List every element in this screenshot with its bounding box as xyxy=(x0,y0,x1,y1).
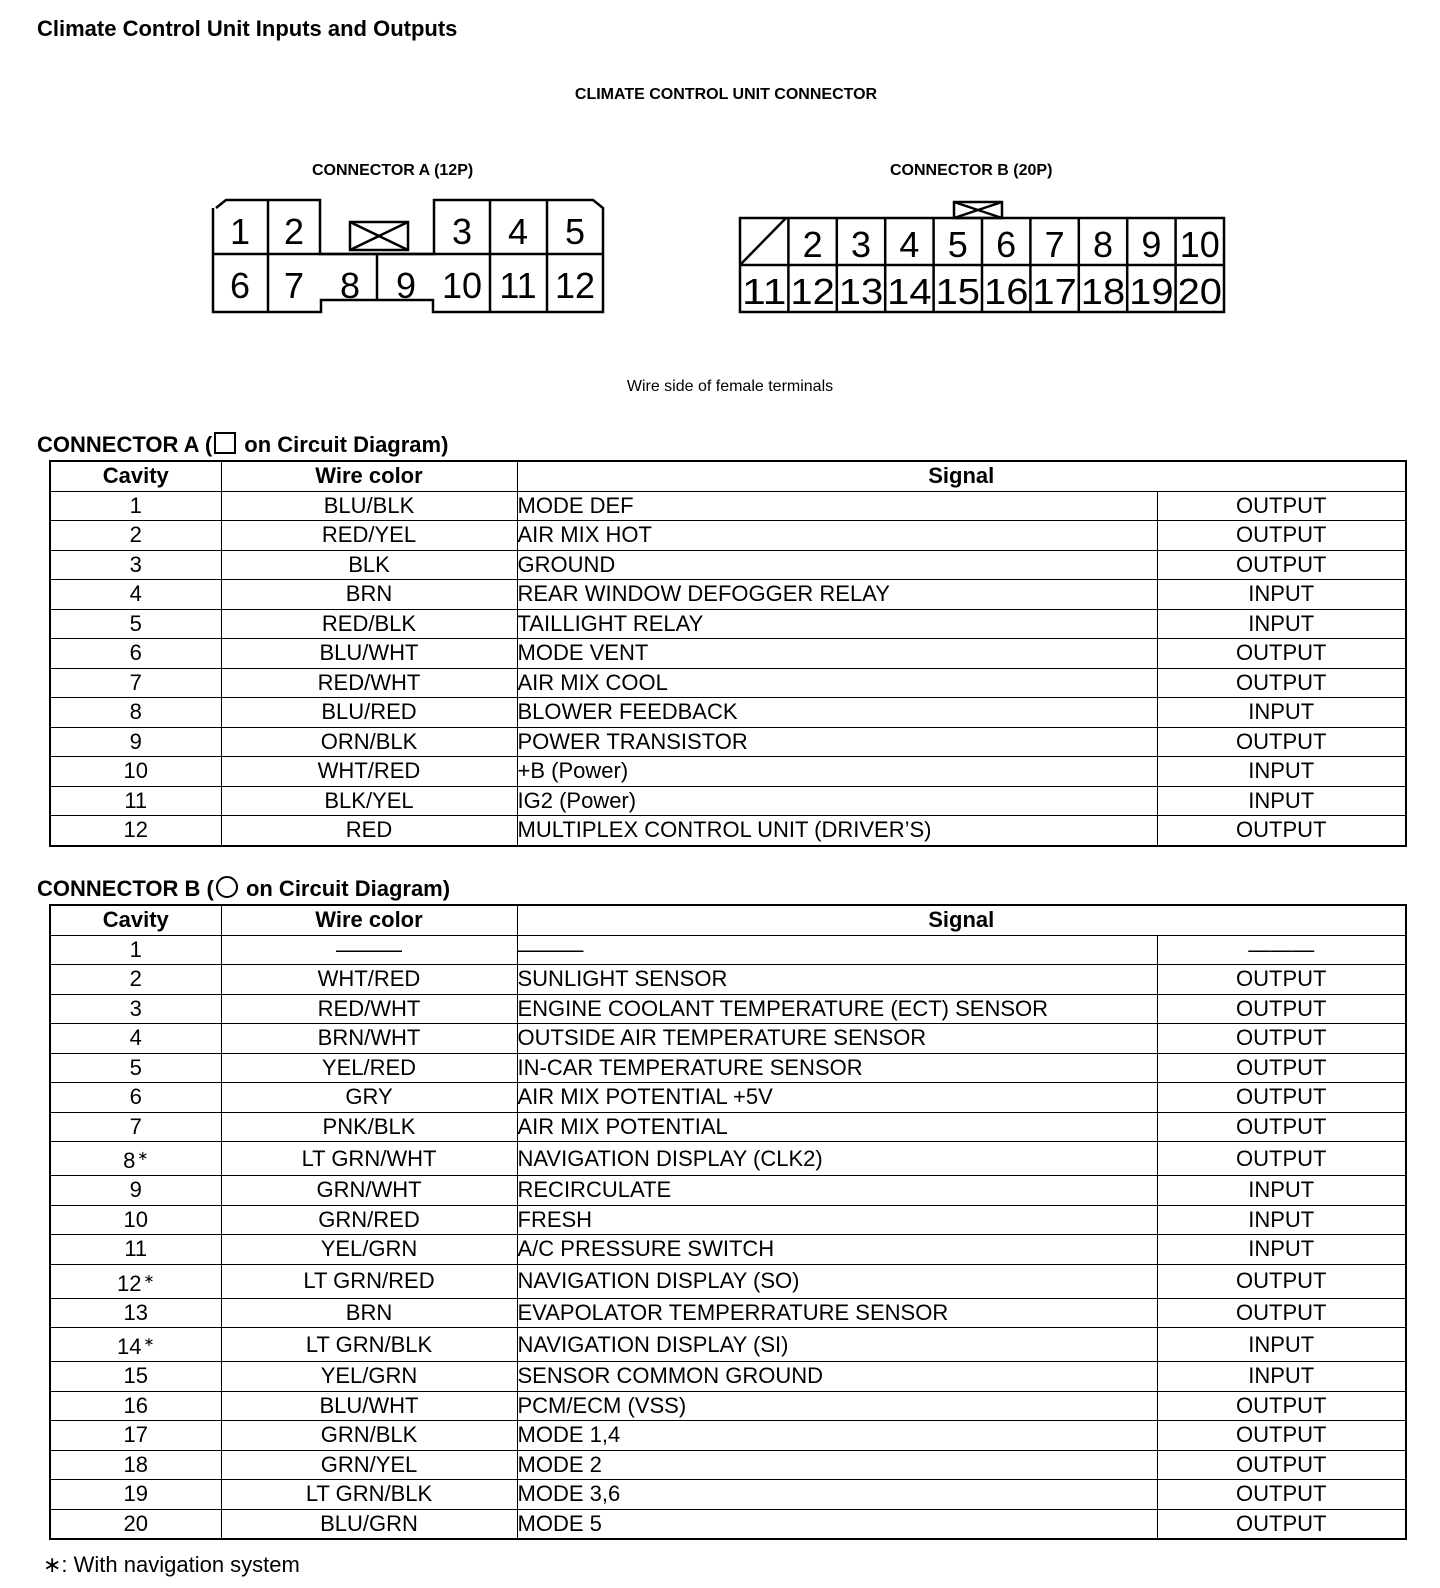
cavity-cell xyxy=(50,580,221,610)
direction-cell: OUTPUT xyxy=(1157,1083,1406,1113)
table-row xyxy=(50,1391,1406,1421)
direction-cell: OUTPUT xyxy=(1157,521,1406,551)
cavity-cell xyxy=(50,639,221,669)
cavity-number: 3 xyxy=(129,995,142,1021)
table-row xyxy=(50,1362,1406,1392)
signal-cell: PCM/ECM (VSS) xyxy=(517,1391,1157,1421)
wire-color-cell: BLU/RED xyxy=(221,698,517,728)
pin-label: 16 xyxy=(984,271,1029,312)
direction-cell: OUTPUT xyxy=(1157,1142,1406,1176)
cavity-number: 1 xyxy=(129,936,142,962)
page-title: Climate Control Unit Inputs and Outputs xyxy=(37,16,458,41)
cavity-cell xyxy=(50,1024,221,1054)
header-cavity: Cavity xyxy=(50,905,221,935)
cavity-cell xyxy=(50,1205,221,1235)
wire-color-cell: ORN/BLK xyxy=(221,727,517,757)
cavity-number: 16 xyxy=(123,1392,148,1418)
signal-cell: MULTIPLEX CONTROL UNIT (DRIVER’S) xyxy=(517,816,1157,846)
header-signal: Signal xyxy=(517,905,1406,935)
header-wire-color: Wire color xyxy=(221,461,517,491)
connector-a-label: CONNECTOR A (12P) xyxy=(312,162,474,179)
table-b-title-prefix: CONNECTOR B ( xyxy=(37,876,214,901)
signal-cell: NAVIGATION DISPLAY (CLK2) xyxy=(517,1142,1157,1176)
pin-label: 10 xyxy=(1179,224,1220,265)
table-header-row xyxy=(50,461,1406,491)
connector-b-diagram xyxy=(738,200,1228,316)
cavity-cell xyxy=(50,1391,221,1421)
cavity-number: 19 xyxy=(123,1481,148,1507)
direction-cell: OUTPUT xyxy=(1157,1112,1406,1142)
wire-color-cell: LT GRN/WHT xyxy=(221,1142,517,1176)
direction-cell: OUTPUT xyxy=(1157,1421,1406,1451)
direction-cell: OUTPUT xyxy=(1157,1480,1406,1510)
cavity-cell xyxy=(50,550,221,580)
signal-cell: SENSOR COMMON GROUND xyxy=(517,1362,1157,1392)
diagram-title: CLIMATE CONTROL UNIT CONNECTOR xyxy=(574,86,878,103)
cavity-number: 9 xyxy=(129,728,142,754)
header-signal: Signal xyxy=(517,461,1406,491)
direction-cell: OUTPUT xyxy=(1157,1450,1406,1480)
direction-cell: INPUT xyxy=(1157,1235,1406,1265)
signal-cell: AIR MIX HOT xyxy=(517,521,1157,551)
signal-cell: NAVIGATION DISPLAY (SO) xyxy=(517,1264,1157,1298)
wire-color-cell: BRN/WHT xyxy=(221,1024,517,1054)
wire-color-cell: YEL/GRN xyxy=(221,1362,517,1392)
cavity-number: 7 xyxy=(129,669,142,695)
table-row xyxy=(50,550,1406,580)
pin-label: 9 xyxy=(1141,224,1162,265)
square-symbol-icon xyxy=(214,432,236,454)
pin-label: 8 xyxy=(339,265,361,306)
table-header-row xyxy=(50,905,1406,935)
cavity-number: 2 xyxy=(129,966,142,992)
cavity-cell xyxy=(50,1298,221,1328)
table-row xyxy=(50,698,1406,728)
wire-color-cell: LT GRN/BLK xyxy=(221,1328,517,1362)
direction-cell: OUTPUT xyxy=(1157,491,1406,521)
signal-cell: MODE 5 xyxy=(517,1509,1157,1539)
pin-label: 5 xyxy=(947,224,968,265)
table-a-title xyxy=(37,432,448,458)
direction-cell: INPUT xyxy=(1157,580,1406,610)
wire-color-cell: BLU/WHT xyxy=(221,639,517,669)
wire-color-cell: RED/WHT xyxy=(221,994,517,1024)
cavity-cell xyxy=(50,1328,221,1362)
direction-cell: OUTPUT xyxy=(1157,965,1406,995)
cavity-number: 6 xyxy=(129,640,142,666)
cavity-number: 4 xyxy=(129,581,142,607)
signal-cell: IN-CAR TEMPERATURE SENSOR xyxy=(517,1053,1157,1083)
cavity-number: 20 xyxy=(123,1510,148,1536)
direction-cell: INPUT xyxy=(1157,786,1406,816)
signal-cell: AIR MIX COOL xyxy=(517,668,1157,698)
cavity-cell xyxy=(50,1450,221,1480)
signal-cell: POWER TRANSISTOR xyxy=(517,727,1157,757)
cavity-cell xyxy=(50,965,221,995)
direction-cell: INPUT xyxy=(1157,609,1406,639)
wire-color-cell: BLK/YEL xyxy=(221,786,517,816)
table-row xyxy=(50,580,1406,610)
signal-cell: MODE 1,4 xyxy=(517,1421,1157,1451)
pin-label: 11 xyxy=(742,271,787,312)
pin-label: 6 xyxy=(996,224,1017,265)
wire-color-cell: RED/BLK xyxy=(221,609,517,639)
table-row xyxy=(50,1053,1406,1083)
cavity-number: 6 xyxy=(129,1084,142,1110)
signal-cell: TAILLIGHT RELAY xyxy=(517,609,1157,639)
wire-color-cell: GRN/BLK xyxy=(221,1421,517,1451)
table-row xyxy=(50,1205,1406,1235)
table-row xyxy=(50,609,1406,639)
cavity-number: 15 xyxy=(123,1363,148,1389)
direction-cell: OUTPUT xyxy=(1157,1298,1406,1328)
signal-cell: AIR MIX POTENTIAL +5V xyxy=(517,1083,1157,1113)
direction-cell: INPUT xyxy=(1157,1176,1406,1206)
wire-color-cell: GRN/YEL xyxy=(221,1450,517,1480)
table-row xyxy=(50,935,1406,965)
wire-color-cell: RED/YEL xyxy=(221,521,517,551)
pin-label: 19 xyxy=(1129,271,1174,312)
direction-cell: OUTPUT xyxy=(1157,727,1406,757)
wire-color-cell: YEL/RED xyxy=(221,1053,517,1083)
signal-cell: +B (Power) xyxy=(517,757,1157,787)
direction-cell: INPUT xyxy=(1157,698,1406,728)
cavity-number: 5 xyxy=(129,610,142,636)
cavity-number: 12 xyxy=(123,817,148,843)
cavity-cell xyxy=(50,1142,221,1176)
table-row xyxy=(50,668,1406,698)
wire-color-cell: BLU/BLK xyxy=(221,491,517,521)
navigation-footnote-marker: ∗ xyxy=(137,1148,149,1163)
signal-cell: GROUND xyxy=(517,550,1157,580)
signal-cell: REAR WINDOW DEFOGGER RELAY xyxy=(517,580,1157,610)
table-row xyxy=(50,1235,1406,1265)
direction-cell: INPUT xyxy=(1157,757,1406,787)
wire-color-cell: WHT/RED xyxy=(221,965,517,995)
direction-cell: OUTPUT xyxy=(1157,1024,1406,1054)
wire-color-cell: BRN xyxy=(221,580,517,610)
table-row xyxy=(50,521,1406,551)
cavity-cell xyxy=(50,609,221,639)
wire-color-cell: BLU/GRN xyxy=(221,1509,517,1539)
cavity-cell xyxy=(50,1264,221,1298)
pin-label: 4 xyxy=(507,211,529,252)
direction-cell: OUTPUT xyxy=(1157,1509,1406,1539)
pin-label: 5 xyxy=(564,211,586,252)
cavity-number: 10 xyxy=(123,758,148,784)
table-row xyxy=(50,1112,1406,1142)
wire-color-cell: YEL/GRN xyxy=(221,1235,517,1265)
connector-b-table xyxy=(49,904,1407,1540)
pin-label: 6 xyxy=(229,265,251,306)
cavity-number: 17 xyxy=(123,1422,148,1448)
signal-cell: AIR MIX POTENTIAL xyxy=(517,1112,1157,1142)
direction-cell: OUTPUT xyxy=(1157,1391,1406,1421)
table-row xyxy=(50,1450,1406,1480)
wire-color-cell: PNK/BLK xyxy=(221,1112,517,1142)
cavity-cell xyxy=(50,1480,221,1510)
signal-cell: RECIRCULATE xyxy=(517,1176,1157,1206)
signal-cell: ENGINE COOLANT TEMPERATURE (ECT) SENSOR xyxy=(517,994,1157,1024)
pin-label: 1 xyxy=(229,211,251,252)
pin-label: 15 xyxy=(935,271,980,312)
table-row xyxy=(50,994,1406,1024)
signal-cell: MODE 3,6 xyxy=(517,1480,1157,1510)
wire-color-cell: LT GRN/RED xyxy=(221,1264,517,1298)
table-row xyxy=(50,727,1406,757)
signal-cell: ——— xyxy=(517,935,1157,965)
pin-label: 3 xyxy=(451,211,473,252)
cavity-cell xyxy=(50,698,221,728)
signal-cell: NAVIGATION DISPLAY (SI) xyxy=(517,1328,1157,1362)
wire-color-cell: RED/WHT xyxy=(221,668,517,698)
signal-cell: SUNLIGHT SENSOR xyxy=(517,965,1157,995)
table-row xyxy=(50,1480,1406,1510)
direction-cell: OUTPUT xyxy=(1157,1264,1406,1298)
cavity-number: 13 xyxy=(123,1299,148,1325)
cavity-cell xyxy=(50,521,221,551)
table-row xyxy=(50,1421,1406,1451)
cavity-cell xyxy=(50,668,221,698)
cavity-number: 11 xyxy=(124,1236,148,1262)
cavity-cell xyxy=(50,1176,221,1206)
table-a-title-suffix: on Circuit Diagram) xyxy=(238,432,449,457)
direction-cell: INPUT xyxy=(1157,1328,1406,1362)
cavity-cell xyxy=(50,727,221,757)
signal-cell: FRESH xyxy=(517,1205,1157,1235)
direction-cell: OUTPUT xyxy=(1157,550,1406,580)
direction-cell: OUTPUT xyxy=(1157,668,1406,698)
cavity-number: 14 xyxy=(117,1334,142,1359)
table-row xyxy=(50,1298,1406,1328)
cavity-cell xyxy=(50,1509,221,1539)
cavity-number: 3 xyxy=(129,551,142,577)
cavity-number: 7 xyxy=(129,1113,142,1139)
wire-color-cell: BLU/WHT xyxy=(221,1391,517,1421)
pin-label: 10 xyxy=(441,265,483,306)
cavity-cell xyxy=(50,757,221,787)
cavity-cell xyxy=(50,786,221,816)
wire-side-note: Wire side of female terminals xyxy=(626,378,834,395)
connector-a-diagram xyxy=(210,198,610,316)
pin-label: 12 xyxy=(554,265,596,306)
cavity-cell xyxy=(50,1112,221,1142)
cavity-cell xyxy=(50,816,221,846)
cavity-number: 8 xyxy=(123,1148,136,1173)
signal-cell: IG2 (Power) xyxy=(517,786,1157,816)
wire-color-cell: RED xyxy=(221,816,517,846)
circle-symbol-icon xyxy=(216,876,238,898)
table-row xyxy=(50,639,1406,669)
cavity-cell xyxy=(50,935,221,965)
direction-cell: OUTPUT xyxy=(1157,994,1406,1024)
cavity-number: 5 xyxy=(129,1054,142,1080)
navigation-footnote-marker: ∗ xyxy=(143,1270,155,1286)
cavity-cell xyxy=(50,1362,221,1392)
cavity-cell xyxy=(50,1235,221,1265)
pin-label: 9 xyxy=(395,265,417,306)
wire-color-cell: GRN/WHT xyxy=(221,1176,517,1206)
wire-color-cell: BRN xyxy=(221,1298,517,1328)
pin-label: 3 xyxy=(850,224,872,265)
table-row xyxy=(50,1264,1406,1298)
cavity-number: 12 xyxy=(117,1270,142,1296)
table-row xyxy=(50,1509,1406,1539)
pin-label: 12 xyxy=(790,271,835,312)
pin-label: 18 xyxy=(1080,271,1126,312)
wire-color-cell: ——— xyxy=(221,935,517,965)
direction-cell: ——— xyxy=(1157,935,1406,965)
table-row xyxy=(50,1176,1406,1206)
cavity-number: 4 xyxy=(129,1025,142,1051)
table-row xyxy=(50,786,1406,816)
cavity-cell xyxy=(50,994,221,1024)
wire-color-cell: WHT/RED xyxy=(221,757,517,787)
signal-cell: BLOWER FEEDBACK xyxy=(517,698,1157,728)
direction-cell: OUTPUT xyxy=(1157,639,1406,669)
table-b-title-suffix: on Circuit Diagram) xyxy=(239,876,451,901)
header-cavity: Cavity xyxy=(50,461,221,491)
footnote: ∗: With navigation system xyxy=(43,1552,300,1577)
table-row xyxy=(50,491,1406,521)
wire-color-cell: BLK xyxy=(221,550,517,580)
cavity-number: 8 xyxy=(129,699,142,725)
pin-label: 4 xyxy=(899,224,920,265)
pin-label: 7 xyxy=(1044,224,1065,265)
pin-label: 20 xyxy=(1177,271,1222,312)
cavity-number: 1 xyxy=(129,492,142,518)
cavity-cell xyxy=(50,491,221,521)
table-row xyxy=(50,1142,1406,1176)
signal-cell: MODE VENT xyxy=(517,639,1157,669)
cavity-number: 18 xyxy=(123,1451,148,1477)
pin-label: 13 xyxy=(838,271,884,312)
table-row xyxy=(50,1024,1406,1054)
signal-cell: MODE 2 xyxy=(517,1450,1157,1480)
cavity-number: 9 xyxy=(129,1177,142,1203)
pin-label: 2 xyxy=(283,211,305,252)
table-row xyxy=(50,1083,1406,1113)
cavity-number: 2 xyxy=(129,522,142,548)
direction-cell: OUTPUT xyxy=(1157,816,1406,846)
pin-label: 2 xyxy=(802,224,823,265)
connector-b-label: CONNECTOR B (20P) xyxy=(890,162,1053,179)
pin-label: 11 xyxy=(499,265,537,306)
direction-cell: INPUT xyxy=(1157,1205,1406,1235)
pin-label: 8 xyxy=(1092,224,1114,265)
direction-cell: INPUT xyxy=(1157,1362,1406,1392)
wire-color-cell: GRN/RED xyxy=(221,1205,517,1235)
header-wire-color: Wire color xyxy=(221,905,517,935)
pin-label: 14 xyxy=(887,271,932,312)
cavity-number: 10 xyxy=(123,1206,148,1232)
signal-cell: MODE DEF xyxy=(517,491,1157,521)
signal-cell: EVAPOLATOR TEMPERRATURE SENSOR xyxy=(517,1298,1157,1328)
table-row xyxy=(50,1328,1406,1362)
direction-cell: OUTPUT xyxy=(1157,1053,1406,1083)
pin-label: 7 xyxy=(283,265,305,306)
table-row xyxy=(50,757,1406,787)
cavity-cell xyxy=(50,1083,221,1113)
connector-a-table xyxy=(49,460,1407,847)
signal-cell: A/C PRESSURE SWITCH xyxy=(517,1235,1157,1265)
table-row xyxy=(50,816,1406,846)
cavity-cell xyxy=(50,1053,221,1083)
cavity-number: 11 xyxy=(124,787,148,813)
wire-color-cell: GRY xyxy=(221,1083,517,1113)
table-row xyxy=(50,965,1406,995)
pin-label: 17 xyxy=(1032,271,1077,312)
cavity-cell xyxy=(50,1421,221,1451)
wire-color-cell: LT GRN/BLK xyxy=(221,1480,517,1510)
table-b-title xyxy=(37,876,450,902)
navigation-footnote-marker: ∗ xyxy=(143,1334,155,1349)
table-a-title-prefix: CONNECTOR A ( xyxy=(37,432,213,457)
signal-cell: OUTSIDE AIR TEMPERATURE SENSOR xyxy=(517,1024,1157,1054)
